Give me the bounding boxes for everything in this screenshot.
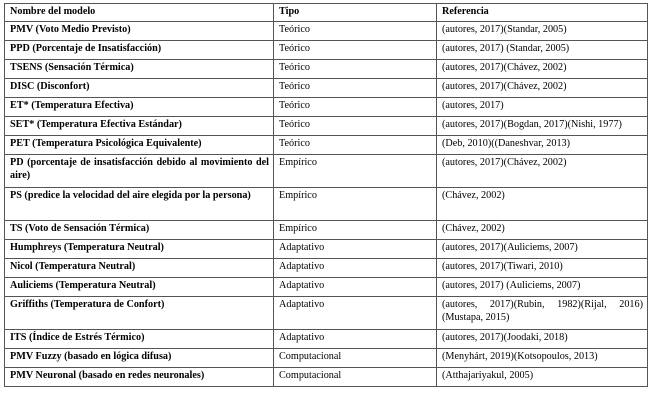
table-row bbox=[5, 278, 648, 297]
table-row bbox=[5, 330, 648, 349]
model-type-cell: Teórico bbox=[274, 60, 437, 79]
table-row bbox=[5, 22, 648, 41]
table-row bbox=[5, 221, 648, 240]
table-row bbox=[5, 368, 648, 387]
model-name-cell: Auliciems (Temperatura Neutral) bbox=[5, 278, 274, 297]
model-type-cell: Empírico bbox=[274, 188, 437, 221]
model-type-cell: Adaptativo bbox=[274, 297, 437, 330]
model-type-cell: Empírico bbox=[274, 221, 437, 240]
model-reference-cell: (Chávez, 2002) bbox=[437, 221, 648, 240]
table-row bbox=[5, 136, 648, 155]
table-row bbox=[5, 155, 648, 188]
model-reference-cell: (autores, 2017)(Chávez, 2002) bbox=[437, 60, 648, 79]
model-type-cell: Adaptativo bbox=[274, 330, 437, 349]
model-type-cell: Empírico bbox=[274, 155, 437, 188]
table-row bbox=[5, 41, 648, 60]
model-name-cell: PMV (Voto Medio Previsto) bbox=[5, 22, 274, 41]
model-reference-cell: (autores, 2017)(Rubin, 1982)(Rijal, 2016)(Mustapa, 2015) bbox=[437, 297, 648, 330]
model-type-cell: Teórico bbox=[274, 22, 437, 41]
model-reference-cell: (Menyhárt, 2019)(Kotsopoulos, 2013) bbox=[437, 349, 648, 368]
model-name-cell: PET (Temperatura Psicológica Equivalente) bbox=[5, 136, 274, 155]
model-type-cell: Teórico bbox=[274, 79, 437, 98]
model-reference-cell: (autores, 2017)(Standar, 2005) bbox=[437, 22, 648, 41]
model-type-cell: Adaptativo bbox=[274, 259, 437, 278]
table-row bbox=[5, 259, 648, 278]
model-name-cell: PMV Fuzzy (basado en lógica difusa) bbox=[5, 349, 274, 368]
model-type-cell: Computacional bbox=[274, 349, 437, 368]
model-reference-cell: (autores, 2017)(Bogdan, 2017)(Nishi, 1977) bbox=[437, 117, 648, 136]
model-reference-cell: (autores, 2017) (Auliciems, 2007) bbox=[437, 278, 648, 297]
thermal-comfort-models-table bbox=[4, 3, 648, 387]
model-type-cell: Teórico bbox=[274, 98, 437, 117]
table-row bbox=[5, 98, 648, 117]
table-row bbox=[5, 117, 648, 136]
model-name-cell: SET* (Temperatura Efectiva Estándar) bbox=[5, 117, 274, 136]
model-reference-cell: (autores, 2017) bbox=[437, 98, 648, 117]
model-name-cell: Nicol (Temperatura Neutral) bbox=[5, 259, 274, 278]
model-reference-cell: (autores, 2017)(Chávez, 2002) bbox=[437, 79, 648, 98]
model-name-cell: PD (porcentaje de insatisfacción debido al movimiento del aire) bbox=[5, 155, 274, 188]
model-reference-cell: (Chávez, 2002) bbox=[437, 188, 648, 221]
model-type-cell: Computacional bbox=[274, 368, 437, 387]
model-reference-cell: (autores, 2017)(Tiwari, 2010) bbox=[437, 259, 648, 278]
table-header-row bbox=[5, 4, 648, 22]
table-row bbox=[5, 297, 648, 330]
model-name-cell: PPD (Porcentaje de Insatisfacción) bbox=[5, 41, 274, 60]
model-name-cell: TSENS (Sensación Térmica) bbox=[5, 60, 274, 79]
model-reference-cell: (autores, 2017)(Joodaki, 2018) bbox=[437, 330, 648, 349]
table-row bbox=[5, 79, 648, 98]
model-name-cell: PMV Neuronal (basado en redes neuronales) bbox=[5, 368, 274, 387]
table-row bbox=[5, 349, 648, 368]
model-reference-cell: (autores, 2017) (Standar, 2005) bbox=[437, 41, 648, 60]
model-name-cell: Griffiths (Temperatura de Confort) bbox=[5, 297, 274, 330]
model-reference-cell: (Deb, 2010)((Daneshvar, 2013) bbox=[437, 136, 648, 155]
model-name-cell: ITS (Índice de Estrés Térmico) bbox=[5, 330, 274, 349]
model-type-cell: Adaptativo bbox=[274, 278, 437, 297]
model-name-cell: PS (predice la velocidad del aire elegida por la persona) bbox=[5, 188, 274, 221]
model-reference-cell: (autores, 2017)(Chávez, 2002) bbox=[437, 155, 648, 188]
model-type-cell: Teórico bbox=[274, 136, 437, 155]
model-type-cell: Teórico bbox=[274, 117, 437, 136]
table-row bbox=[5, 240, 648, 259]
header-reference: Referencia bbox=[437, 4, 648, 22]
model-reference-cell: (autores, 2017)(Auliciems, 2007) bbox=[437, 240, 648, 259]
header-type: Tipo bbox=[274, 4, 437, 22]
model-reference-cell: (Atthajariyakul, 2005) bbox=[437, 368, 648, 387]
model-name-cell: Humphreys (Temperatura Neutral) bbox=[5, 240, 274, 259]
header-model-name: Nombre del modelo bbox=[5, 4, 274, 22]
table-row bbox=[5, 188, 648, 221]
table-row bbox=[5, 60, 648, 79]
model-type-cell: Teórico bbox=[274, 41, 437, 60]
model-name-cell: DISC (Disconfort) bbox=[5, 79, 274, 98]
model-type-cell: Adaptativo bbox=[274, 240, 437, 259]
model-name-cell: ET* (Temperatura Efectiva) bbox=[5, 98, 274, 117]
models-table-container bbox=[4, 3, 647, 387]
model-name-cell: TS (Voto de Sensación Térmica) bbox=[5, 221, 274, 240]
